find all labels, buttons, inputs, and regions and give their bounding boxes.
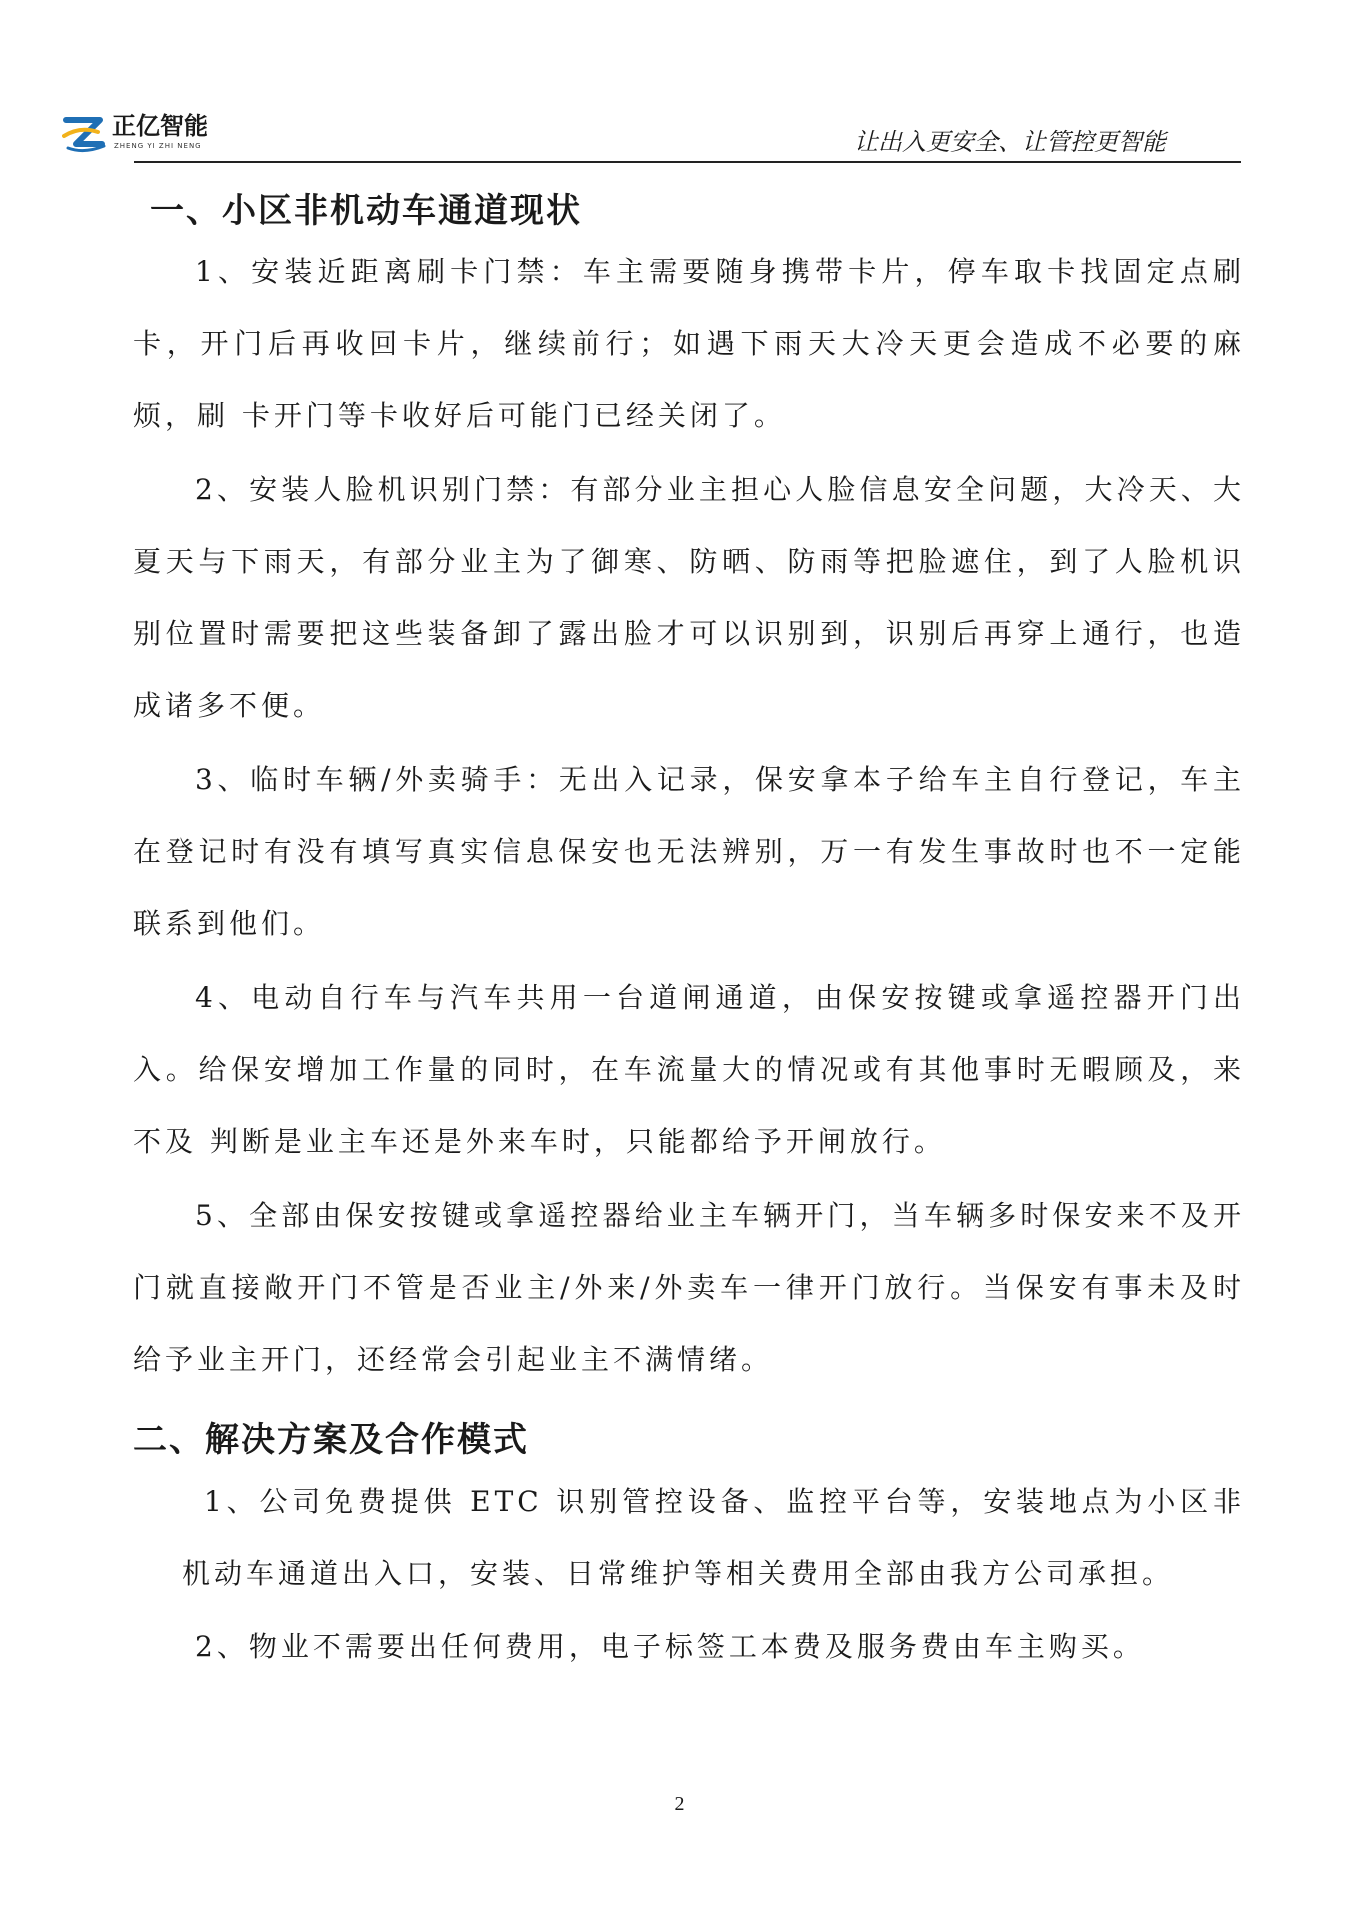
section-1-paragraph-4: 4、电动自行车与汽车共用一台道闸通道，由保安按键或拿遥控器开门出入。给保安增加工作量的同时，在车流量大的情况或有其他事时无暇顾及，来不及 判断是业主车还是外来车时，只能都给予开闸放行。 [133, 981, 1245, 1158]
section-1-heading: 一、小区非机动车通道现状 [150, 191, 582, 231]
company-logo [62, 112, 238, 156]
header-divider [134, 161, 1241, 163]
page-number: 2 [674, 1793, 685, 1815]
logo-z-icon [62, 114, 106, 154]
header-slogan: 让出入更安全、让管控更智能 [854, 128, 1166, 156]
logo-company-name: 正亿智能 [112, 112, 208, 140]
section-1-paragraph-1: 1、安装近距离刷卡门禁：车主需要随身携带卡片，停车取卡找固定点刷卡，开门后再收回卡片，继续前行；如遇下雨天大冷天更会造成不必要的麻烦，刷 卡开门等卡收好后可能门已经关闭了。 [133, 255, 1245, 432]
section-1-paragraph-5: 5、全部由保安按键或拿遥控器给业主车辆开门，当车辆多时保安来不及开门就直接敞开门不管是否业主/外来/外卖车一律开门放行。当保安有事未及时给予业主开门，还经常会引起业主不满情绪。 [133, 1199, 1245, 1376]
section-1-paragraph-3: 3、临时车辆/外卖骑手：无出入记录，保安拿本子给车主自行登记，车主在登记时有没有填写真实信息保安也无法辨别，万一有发生事故时也不一定能联系到他们。 [133, 763, 1245, 940]
section-1-paragraph-2: 2、安装人脸机识别门禁：有部分业主担心人脸信息安全问题，大冷天、大夏天与下雨天，有部分业主为了御寒、防晒、防雨等把脸遮住，到了人脸机识别位置时需要把这些装备卸了露出脸才可以识别到，识别后再穿上通行，也造成诸多不便。 [133, 473, 1245, 722]
section-2-paragraph-2: 2、物业不需要出任何费用，电子标签工本费及服务费由车主购买。 [195, 1630, 1145, 1663]
section-2-heading: 二、解决方案及合作模式 [133, 1420, 529, 1460]
logo-pinyin: ZHENG YI ZHI NENG [114, 142, 202, 150]
section-2-paragraph-1: 1、公司免费提供 ETC 识别管控设备、监控平台等，安装地点为小区非机动车通道出入口，安装、日常维护等相关费用全部由我方公司承担。 [182, 1485, 1245, 1590]
